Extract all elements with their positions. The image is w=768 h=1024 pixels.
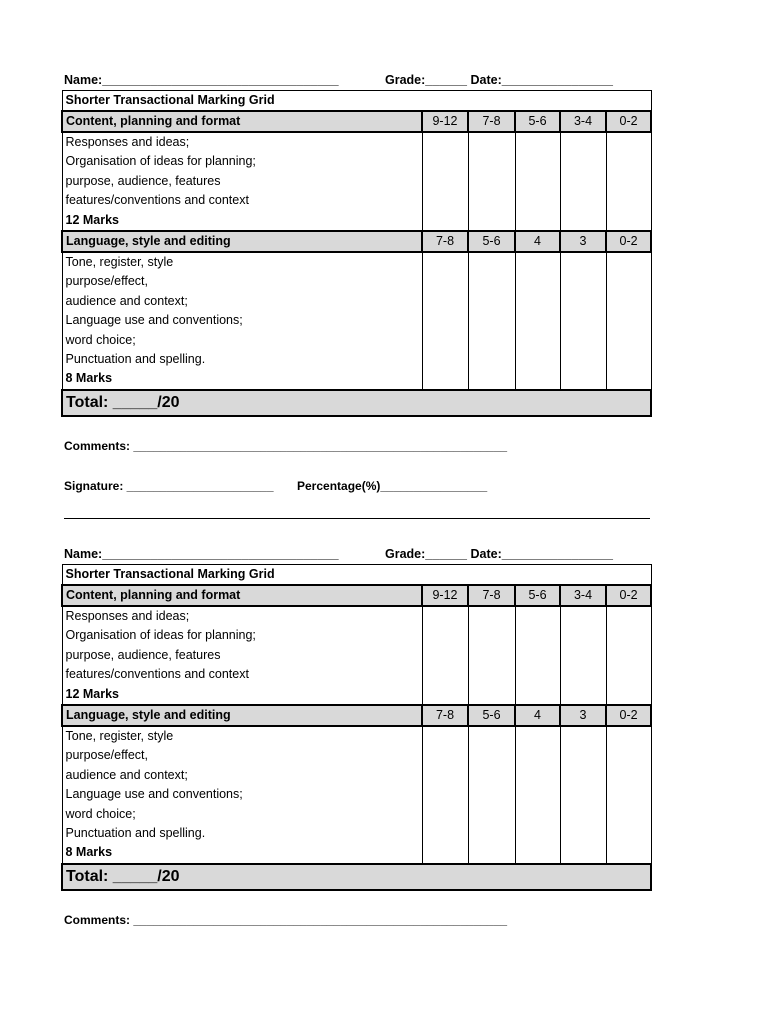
band-header: 7-8 <box>422 705 468 726</box>
name-field-2[interactable]: Name:__________________________________ <box>64 547 339 561</box>
band-header: 0-2 <box>606 111 651 132</box>
grade-date-field-2[interactable]: Grade:______ Date:________________ <box>385 547 613 561</box>
header-row-2 <box>64 547 613 561</box>
band-header: 9-12 <box>422 111 468 132</box>
header-row-1 <box>64 73 613 87</box>
score-cell[interactable] <box>422 606 468 705</box>
score-cell[interactable] <box>515 726 560 864</box>
score-cell[interactable] <box>422 726 468 864</box>
grade-date-field-1[interactable]: Grade:______ Date:________________ <box>385 73 613 87</box>
band-header: 4 <box>515 231 560 252</box>
total-field[interactable]: Total: _____/20 <box>62 864 651 890</box>
criterion: purpose, audience, features <box>65 647 221 662</box>
score-cell[interactable] <box>606 252 651 390</box>
criterion: purpose/effect, <box>65 274 148 289</box>
score-cell[interactable] <box>468 726 515 864</box>
name-field-1[interactable]: Name:__________________________________ <box>64 73 339 87</box>
score-cell[interactable] <box>560 606 606 705</box>
band-header: 9-12 <box>422 585 468 606</box>
band-header: 5-6 <box>468 231 515 252</box>
score-cell[interactable] <box>468 252 515 390</box>
score-cell[interactable] <box>606 726 651 864</box>
band-header: 0-2 <box>606 585 651 606</box>
band-header: 7-8 <box>468 585 515 606</box>
criterion: Punctuation and spelling. <box>65 352 206 367</box>
criterion: Language use and conventions; <box>65 787 243 802</box>
band-header: 0-2 <box>606 705 651 726</box>
criterion: audience and context; <box>65 767 188 782</box>
score-cell[interactable] <box>422 252 468 390</box>
criterion: Punctuation and spelling. <box>65 826 206 841</box>
score-cell[interactable] <box>560 252 606 390</box>
criterion: purpose/effect, <box>65 748 148 763</box>
criterion: Organisation of ideas for planning; <box>65 154 256 169</box>
criterion: features/conventions and context <box>65 193 249 208</box>
score-cell[interactable] <box>515 132 560 231</box>
band-header: 7-8 <box>468 111 515 132</box>
band-header: 5-6 <box>468 705 515 726</box>
marks-label: 12 Marks <box>65 686 120 701</box>
score-cell[interactable] <box>560 726 606 864</box>
section-heading-language: Language, style and editing <box>62 231 422 252</box>
score-cell[interactable] <box>468 132 515 231</box>
total-field[interactable]: Total: _____/20 <box>62 390 651 416</box>
grid-title: Shorter Transactional Marking Grid <box>62 565 651 586</box>
marks-label: 8 Marks <box>65 371 113 386</box>
section-heading-language: Language, style and editing <box>62 705 422 726</box>
score-cell[interactable] <box>560 132 606 231</box>
signature-field[interactable]: Signature: ______________________ <box>64 479 274 493</box>
score-cell[interactable] <box>606 606 651 705</box>
band-header: 3 <box>560 705 606 726</box>
score-cell[interactable] <box>468 606 515 705</box>
criterion: purpose, audience, features <box>65 173 221 188</box>
criteria-language <box>62 252 422 390</box>
criterion: word choice; <box>65 332 136 347</box>
criterion: Tone, register, style <box>65 729 174 744</box>
criterion: features/conventions and context <box>65 667 249 682</box>
section-heading-content: Content, planning and format <box>62 111 422 132</box>
band-header: 3-4 <box>560 585 606 606</box>
criterion: audience and context; <box>65 293 188 308</box>
criteria-content <box>62 132 422 231</box>
band-header: 4 <box>515 705 560 726</box>
score-cell[interactable] <box>422 132 468 231</box>
criteria-content <box>62 606 422 705</box>
band-header: 3-4 <box>560 111 606 132</box>
percentage-field[interactable]: Percentage(%)________________ <box>297 479 488 493</box>
criteria-language <box>62 726 422 864</box>
comments-field-2[interactable]: Comments: ________________________________________________________ <box>64 913 508 927</box>
criterion: Language use and conventions; <box>65 313 243 328</box>
score-cell[interactable] <box>515 606 560 705</box>
band-header: 5-6 <box>515 585 560 606</box>
criterion: Tone, register, style <box>65 255 174 270</box>
grid-title: Shorter Transactional Marking Grid <box>62 91 651 112</box>
band-header: 3 <box>560 231 606 252</box>
signature-row <box>64 479 488 493</box>
criterion: Responses and ideas; <box>65 135 190 149</box>
score-cell[interactable] <box>606 132 651 231</box>
comments-field-1[interactable]: Comments: ________________________________________________________ <box>64 439 508 453</box>
marking-grid-1 <box>61 90 652 417</box>
band-header: 7-8 <box>422 231 468 252</box>
score-cell[interactable] <box>515 252 560 390</box>
criterion: word choice; <box>65 806 136 821</box>
band-header: 0-2 <box>606 231 651 252</box>
criterion: Responses and ideas; <box>65 609 190 623</box>
marks-label: 12 Marks <box>65 212 120 227</box>
marking-grid-2 <box>61 564 652 891</box>
criterion: Organisation of ideas for planning; <box>65 628 256 643</box>
marks-label: 8 Marks <box>65 845 113 860</box>
band-header: 5-6 <box>515 111 560 132</box>
cut-line-divider <box>64 518 650 519</box>
section-heading-content: Content, planning and format <box>62 585 422 606</box>
